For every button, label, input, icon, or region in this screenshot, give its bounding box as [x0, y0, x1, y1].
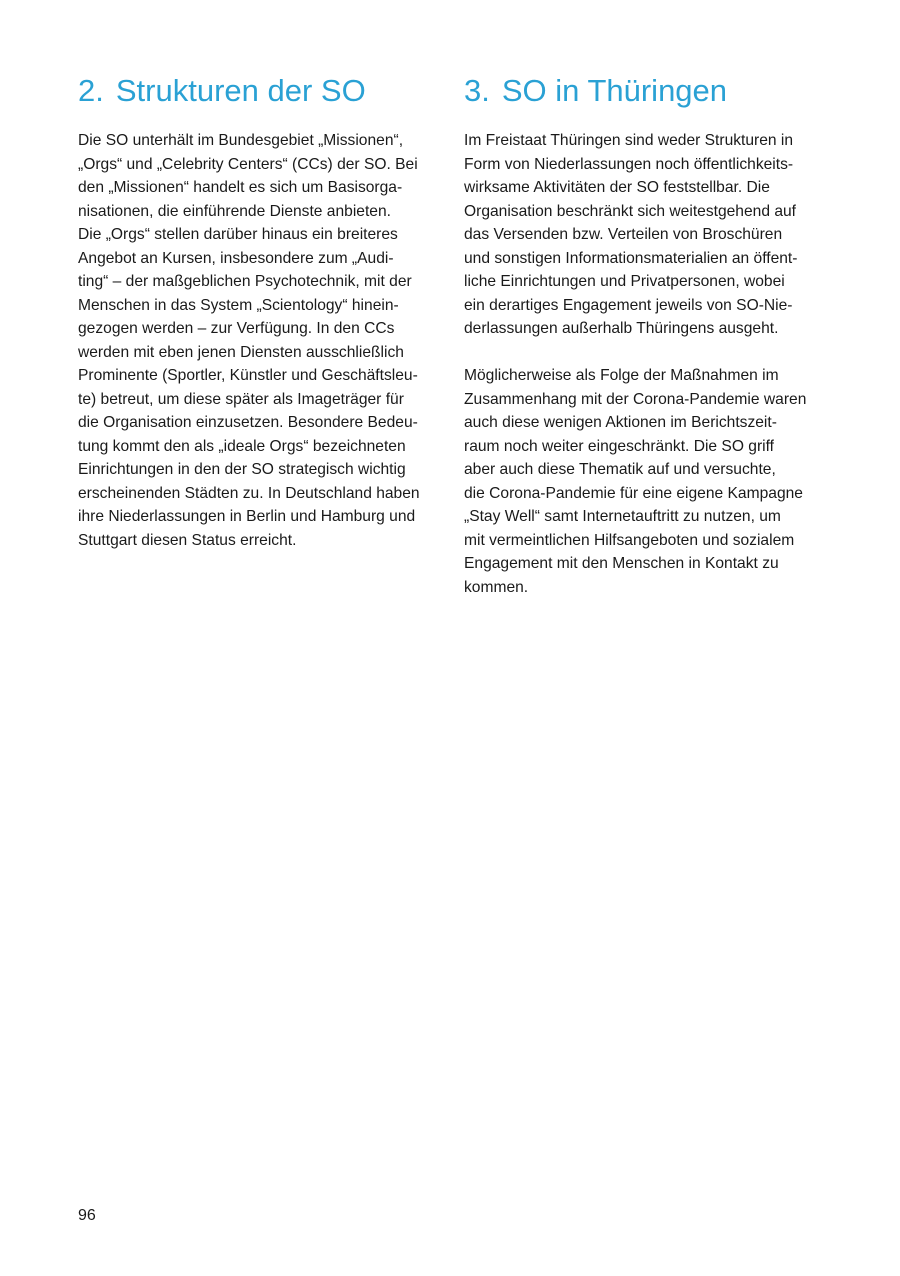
text-line: Form von Niederlassungen noch öffentlichkeits- — [464, 155, 794, 173]
text-line: Einrichtungen in den der SO strategisch wichtig — [78, 461, 406, 478]
section-number: 2. — [78, 73, 104, 108]
text-line: wirksame Aktivitäten der SO feststellbar. Die — [464, 179, 770, 196]
text-line: aber auch diese Thematik auf und versuchte, — [464, 461, 776, 478]
text-line: Prominente (Sportler, Künstler und Geschäftsleu- — [78, 367, 418, 384]
body-paragraph — [464, 129, 826, 341]
text-line: ting“ – der maßgeblichen Psychotechnik, mit der — [78, 273, 412, 290]
text-line: die Corona-Pandemie für eine eigene Kampagne — [464, 484, 803, 502]
text-line: raum noch weiter eingeschränkt. Die SO griff — [464, 437, 774, 455]
section-number: 3. — [464, 73, 490, 108]
text-line: ihre Niederlassungen in Berlin und Hamburg und — [78, 508, 416, 525]
text-line: Die SO unterhält im Bundesgebiet „Missionen“, — [78, 132, 404, 149]
page-number: 96 — [78, 1207, 96, 1224]
section-thueringen — [464, 70, 826, 599]
text-line: den „Missionen“ handelt es sich um Basisorga- — [78, 179, 403, 196]
section-title: SO in Thüringen — [501, 73, 728, 108]
text-line: Angebot an Kursen, insbesondere zum „Audi- — [78, 249, 394, 267]
text-line: Organisation beschränkt sich weitestgehend auf — [464, 202, 796, 220]
text-line: Möglicherweise als Folge der Maßnahmen im — [464, 367, 779, 384]
text-line: mit vermeintlichen Hilfsangeboten und sozialem — [464, 531, 795, 549]
text-line: die Organisation einzusetzen. Besondere Bedeu- — [78, 414, 418, 431]
text-line: Im Freistaat Thüringen sind weder Strukturen in — [464, 132, 794, 149]
section-heading — [464, 70, 826, 112]
body-paragraph — [78, 129, 440, 552]
text-line: und sonstigen Informationsmaterialien an öffent- — [464, 249, 798, 267]
text-line: tung kommt den als „ideale Orgs“ bezeichneten — [78, 437, 406, 455]
text-line: werden mit eben jenen Diensten ausschließlich — [78, 343, 404, 361]
text-line: gezogen werden – zur Verfügung. In den CCs — [78, 320, 395, 337]
text-line: auch diese wenigen Aktionen im Berichtszeit- — [464, 414, 777, 431]
text-line: liche Einrichtungen und Privatpersonen, wobei — [464, 273, 785, 290]
text-line: Menschen in das System „Scientology“ hinein- — [78, 296, 399, 314]
text-line: kommen. — [464, 578, 529, 596]
body-paragraph — [464, 364, 826, 599]
text-line: ein derartiges Engagement jeweils von SO-Nie- — [464, 296, 793, 314]
text-line: Die „Orgs“ stellen darüber hinaus ein breiteres — [78, 226, 398, 243]
text-line: „Stay Well“ samt Internetauftritt zu nutzen, um — [464, 508, 781, 525]
text-line: erscheinenden Städten zu. In Deutschland haben — [78, 484, 420, 502]
text-line: „Orgs“ und „Celebrity Centers“ (CCs) der SO. Bei — [78, 155, 418, 173]
text-line: Engagement mit den Menschen in Kontakt zu — [464, 555, 779, 572]
text-line: te) betreut, um diese später als Imageträger für — [78, 390, 404, 408]
text-line: das Versenden bzw. Verteilen von Broschüren — [464, 226, 783, 243]
section-strukturen — [78, 70, 440, 552]
text-line: Stuttgart diesen Status erreicht. — [78, 531, 297, 549]
text-line: nisationen, die einführende Dienste anbieten. — [78, 202, 391, 220]
section-title: Strukturen der SO — [115, 73, 366, 108]
text-line: Zusammenhang mit der Corona-Pandemie waren — [464, 390, 807, 408]
section-heading — [78, 70, 440, 112]
text-line: derlassungen außerhalb Thüringens ausgeht. — [464, 320, 779, 337]
